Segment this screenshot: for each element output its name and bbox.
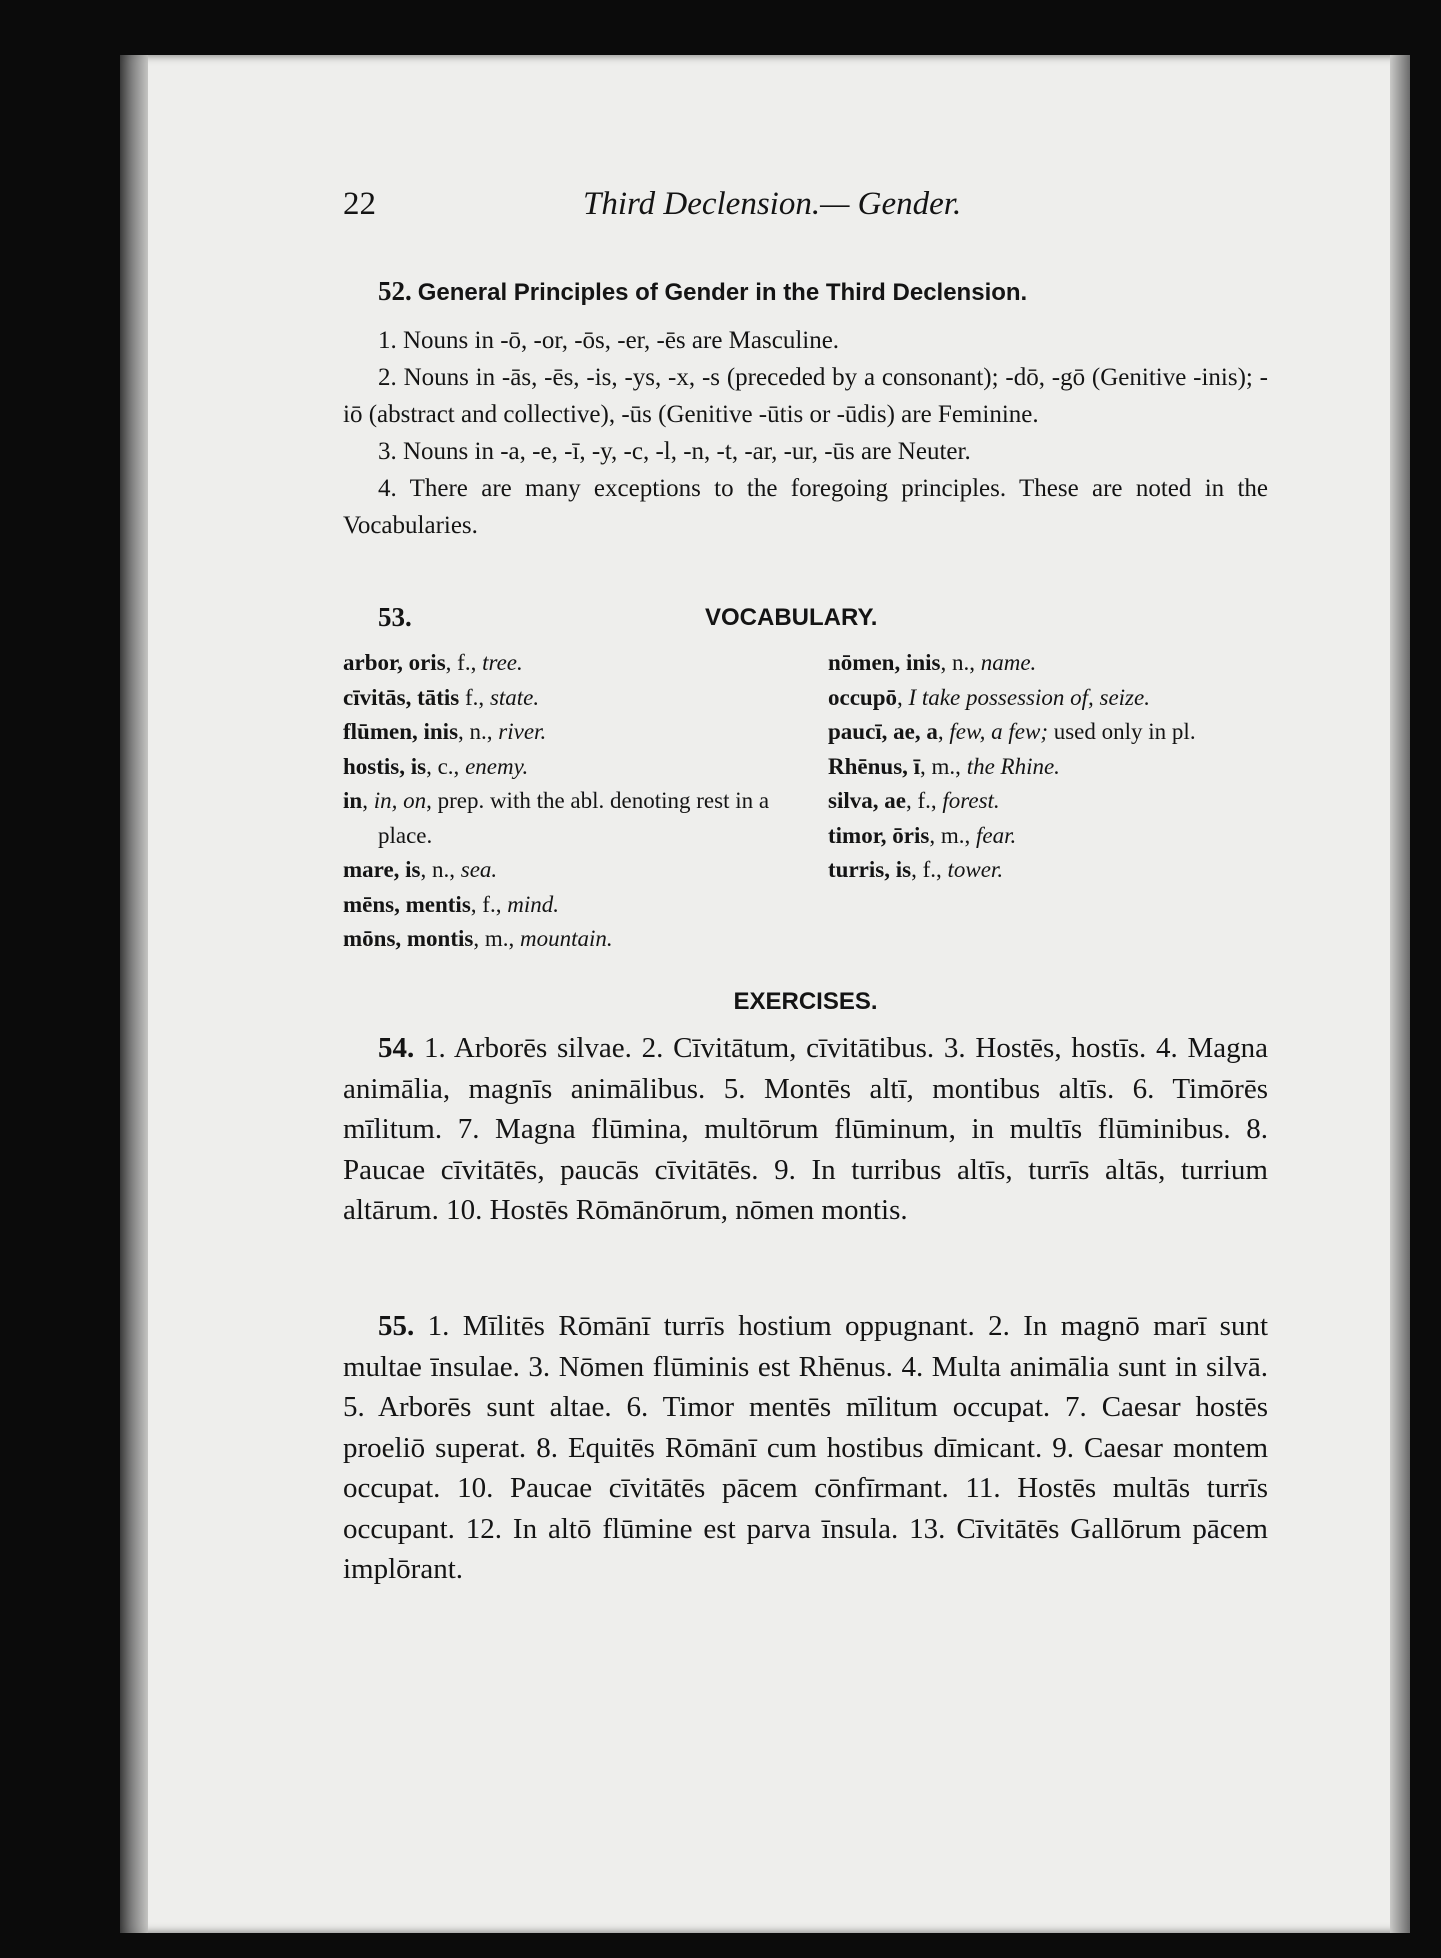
vocab-info: , n., — [940, 650, 981, 675]
section-number: 53. — [378, 602, 412, 632]
vocab-entry — [343, 750, 796, 785]
section-number: 52. — [378, 276, 412, 306]
vocab-meaning: tree. — [482, 650, 523, 675]
exercises-heading — [0, 988, 1441, 1016]
vocab-entry — [828, 853, 1268, 888]
vocab-word: mare, is — [343, 857, 421, 882]
vocab-word: turris, is — [828, 857, 912, 882]
vocab-word: timor, ōris — [828, 822, 930, 848]
vocab-info: , n., — [458, 719, 499, 744]
vocabulary-left-column — [343, 646, 796, 957]
vocab-word: Rhēnus, ī — [828, 753, 921, 779]
section-title: General Principles of Gender in the Third Declension. — [417, 279, 1028, 306]
vocab-note: , prep. with the abl. denoting rest in a place. — [378, 788, 770, 848]
vocabulary-heading — [378, 602, 1278, 642]
vocab-meaning: mountain. — [520, 926, 613, 951]
vocab-info: , f., — [905, 788, 943, 813]
vocab-entry — [343, 646, 796, 681]
vocabulary-label: VOCABULARY. — [705, 604, 878, 631]
vocab-info: , — [937, 719, 950, 744]
vocab-info: , f., — [911, 857, 948, 882]
page-number: 22 — [343, 186, 376, 222]
vocab-info: , f., — [445, 650, 483, 675]
vocab-entry — [343, 681, 796, 716]
rule-4: 4. There are many exceptions to the foregoing principles. These are noted in the Vocabularies. — [343, 475, 1268, 539]
vocab-meaning: sea. — [460, 857, 498, 882]
vocab-meaning: the Rhine. — [966, 753, 1060, 779]
vocab-info: , — [362, 788, 374, 813]
vocab-meaning: forest. — [942, 788, 1000, 813]
vocab-info: , m., — [920, 753, 967, 779]
vocab-meaning: few, a few; — [949, 719, 1048, 744]
vocab-meaning: enemy. — [465, 753, 529, 779]
vocab-word: nōmen, inis — [828, 650, 941, 675]
exercises-label: EXERCISES. — [733, 988, 878, 1015]
exercise-55 — [343, 1306, 1268, 1590]
exercise-number: 54. — [378, 1032, 415, 1064]
vocab-meaning: tower. — [947, 857, 1004, 882]
rule-1: 1. Nouns in -ō, -or, -ōs, -er, -ēs are Masculine. — [378, 327, 840, 354]
vocab-entry — [343, 922, 796, 957]
vocab-meaning: state. — [489, 684, 540, 710]
vocab-word: hostis, is — [343, 753, 427, 779]
vocab-entry — [343, 888, 796, 923]
rule-2: 2. Nouns in -ās, -ēs, -is, -ys, -x, -s (preceded by a consonant); -dō, -gō (Genitive -inis); -iō (abstract and collective), -ūs (Genitive -ūtis or -ūdis) are Feminine. — [343, 364, 1268, 428]
vocab-meaning: mind. — [507, 891, 559, 917]
vocab-word: arbor, oris — [343, 650, 446, 675]
vocab-entry — [828, 750, 1268, 785]
section-52-heading — [378, 276, 1027, 307]
vocab-entry — [828, 646, 1268, 681]
vocab-word: flūmen, inis — [343, 719, 459, 744]
page-header — [343, 186, 1273, 236]
vocab-info: , m., — [473, 926, 520, 951]
running-title: Third Declension.— Gender. — [583, 186, 962, 222]
vocab-entry — [828, 715, 1268, 750]
rule-3: 3. Nouns in -a, -e, -ī, -y, -c, -l, -n, -t, -ar, -ur, -ūs are Neuter. — [378, 438, 971, 465]
vocab-word: cīvitās, tātis — [343, 684, 460, 710]
vocab-entry — [343, 715, 796, 750]
vocab-meaning: in, on — [373, 788, 427, 813]
vocab-word: mēns, mentis — [343, 891, 471, 917]
vocab-meaning: river. — [498, 719, 547, 744]
vocab-entry — [828, 819, 1268, 854]
vocab-word: occupō — [828, 684, 897, 710]
vocabulary-right-column — [828, 646, 1268, 888]
vocab-info: , — [897, 684, 909, 710]
vocab-word: paucī, ae, a — [828, 719, 938, 744]
vocab-entry — [343, 784, 796, 853]
vocab-info: , f., — [470, 891, 508, 917]
vocab-info: , n., — [420, 857, 461, 882]
vocab-word: silva, ae — [828, 788, 906, 813]
vocab-note: used only in pl. — [1047, 719, 1196, 744]
vocab-word: in — [343, 788, 363, 813]
gender-rules — [343, 322, 1268, 544]
vocab-meaning: I take possession of, seize. — [908, 684, 1150, 710]
exercise-54 — [343, 1028, 1268, 1231]
vocab-info: , m., — [929, 822, 976, 848]
vocab-entry — [343, 853, 796, 888]
exercise-text: 1. Mīlitēs Rōmānī turrīs hostium oppugnant. 2. In magnō marī sunt multae īnsulae. 3. Nōmen flūminis est Rhēnus. 4. Multa animālia sunt in silvā. 5. Arborēs sunt altae. 6. Timor mentēs mīlitum occupat. 7. Caesar hostēs proeliō superat. 8. Equitēs Rōmānī cum hostibus dīmicant. 9. Caesar montem occupat. 10. Paucae cīvitātēs pācem cōnfīrmant. 11. Hostēs multās turrīs occupant. 12. In altō flūmine est parva īnsula. 13. Cīvitātēs Gallōrum pācem implōrant. — [343, 1310, 1269, 1585]
exercise-text: 1. Arborēs silvae. 2. Cīvitātum, cīvitātibus. 3. Hostēs, hostīs. 4. Magna animālia, magnīs animālibus. 5. Montēs altī, montibus altīs. 6. Timōrēs mīlitum. 7. Magna flūmina, multōrum flūminum, in multīs flūminibus. 8. Paucae cīvitātēs, paucās cīvitātēs. 9. In turribus altīs, turrīs altās, turrium altārum. 10. Hostēs Rōmānōrum, nōmen montis. — [343, 1032, 1268, 1226]
vocab-entry — [828, 681, 1268, 716]
vocab-meaning: fear. — [976, 822, 1017, 848]
vocab-info: , c., — [426, 753, 466, 779]
vocab-word: mōns, montis — [343, 926, 474, 951]
vocab-entry — [828, 784, 1268, 819]
exercise-number: 55. — [378, 1310, 415, 1342]
vocab-info: f., — [459, 684, 490, 710]
vocab-meaning: name. — [980, 650, 1037, 675]
